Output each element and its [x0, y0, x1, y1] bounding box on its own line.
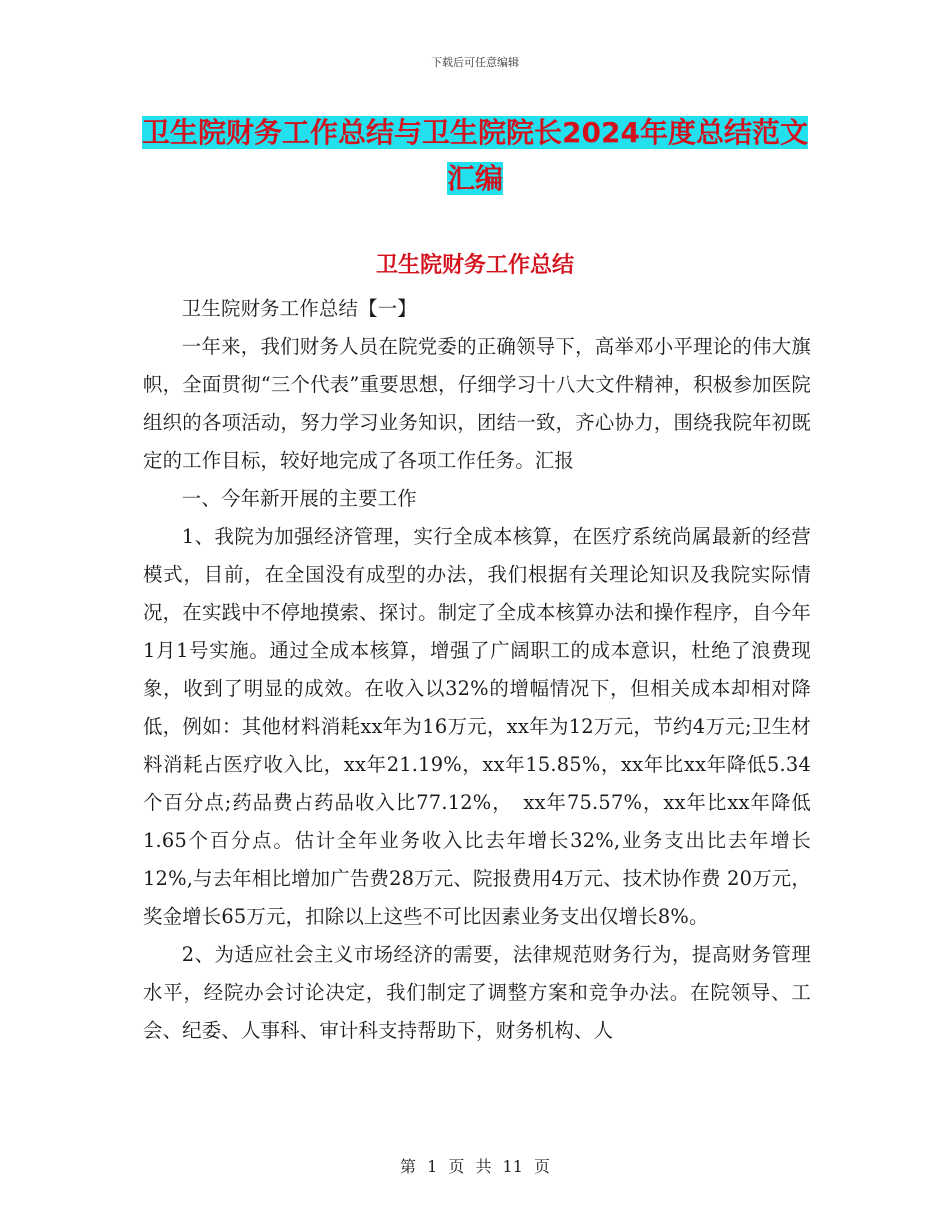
body-paragraph: 一、今年新开展的主要工作	[181, 487, 417, 510]
page-number-footer: 第 1 页 共 11 页	[400, 1157, 550, 1176]
body-paragraph: 卫生院财务工作总结【一】	[181, 297, 417, 320]
body-paragraph: 2、为适应社会主义市场经济的需要，法律规范财务行为，提高财务管理水平，经院办会讨论决定，我们制定了调整方案和竞争办法。在院领导、工会、纪委、人事科、审计科支持帮助下，财务机构、人	[143, 943, 811, 1042]
body-paragraph: 一年来，我们财务人员在院党委的正确领导下，高举邓小平理论的伟大旗帜，全面贯彻“三个代表”重要思想，仔细学习十八大文件精神，积极参加医院组织的各项活动，努力学习业务知识，团结一致，齐心协力，围绕我院年初既定的工作目标，较好地完成了各项工作任务。汇报	[143, 335, 811, 472]
document-title	[140, 110, 810, 202]
page-header-note: 下载后可任意编辑	[431, 56, 519, 69]
section-title: 卫生院财务工作总结	[375, 253, 574, 278]
document-title-line-1: 卫生院财务工作总结与卫生院院长2024年度总结范文	[142, 116, 808, 149]
document-body	[143, 290, 811, 1050]
body-paragraph: 1、我院为加强经济管理，实行全成本核算，在医疗系统尚属最新的经营模式，目前，在全国没有成型的办法，我们根据有关理论知识及我院实际情况，在实践中不停地摸索、探讨。制定了全成本核算办法和操作程序，自今年1月1号实施。通过全成本核算，增强了广阔职工的成本意识，杜绝了浪费现象，收到了明显的成效。在收入以32%的增幅情况下，但相关成本却相对降低，例如：其他材料消耗xx年为16万元，xx年为12万元，节约4万元;卫生材料消耗占医疗收入比，xx年21.19%，xx年15.85%，xx年比xx年降低5.34个百分点;药品费占药品收入比77.12%， xx年75.57%，xx年比xx年降低1.65个百分点。估计全年业务收入比去年增长32%,业务支出比去年增长12%,与去年相比增加广告费28万元、院报费用4万元、技术协作费 20万元，奖金增长65万元，扣除以上这些不可比因素业务支出仅增长8%。	[143, 525, 811, 928]
document-title-line-2: 汇编	[446, 162, 503, 195]
